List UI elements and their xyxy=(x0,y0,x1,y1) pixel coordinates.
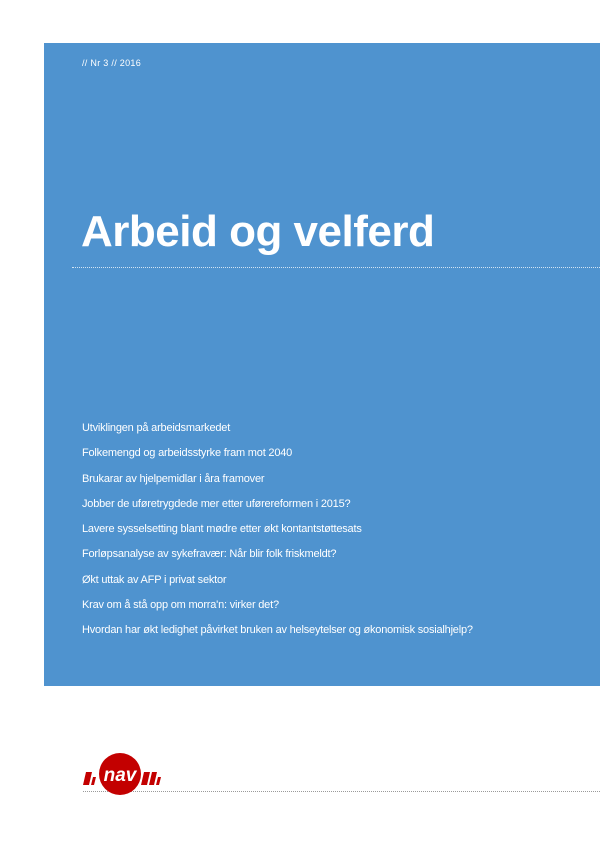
toc-item: Folkemengd og arbeidsstyrke fram mot 2040 xyxy=(82,447,293,460)
toc-item: Jobber de uføretrygdede mer etter uførereformen i 2015? xyxy=(82,497,351,510)
table-of-contents xyxy=(82,421,473,649)
title-divider xyxy=(72,267,600,268)
publication-title: Arbeid og velferd xyxy=(81,207,435,256)
toc-item: Brukarar av hjelpemidlar i åra framover xyxy=(82,472,265,485)
nav-logo-icon xyxy=(82,752,162,798)
cover-panel xyxy=(44,43,600,686)
toc-item: Forløpsanalyse av sykefravær: Når blir folk friskmeldt? xyxy=(82,548,337,561)
toc-item: Utviklingen på arbeidsmarkedet xyxy=(82,422,231,434)
issue-number: // Nr 3 // 2016 xyxy=(82,58,142,68)
logo-text: nav xyxy=(103,765,137,786)
toc-item: Hvordan har økt ledighet påvirket bruken av helseytelser og økonomisk sosialhjelp? xyxy=(82,624,473,637)
toc-item: Krav om å stå opp om morra'n: virker det? xyxy=(82,599,279,612)
toc-item: Lavere sysselsetting blant mødre etter økt kontantstøttesats xyxy=(82,523,362,536)
toc-item: Økt uttak av AFP i privat sektor xyxy=(82,573,227,586)
